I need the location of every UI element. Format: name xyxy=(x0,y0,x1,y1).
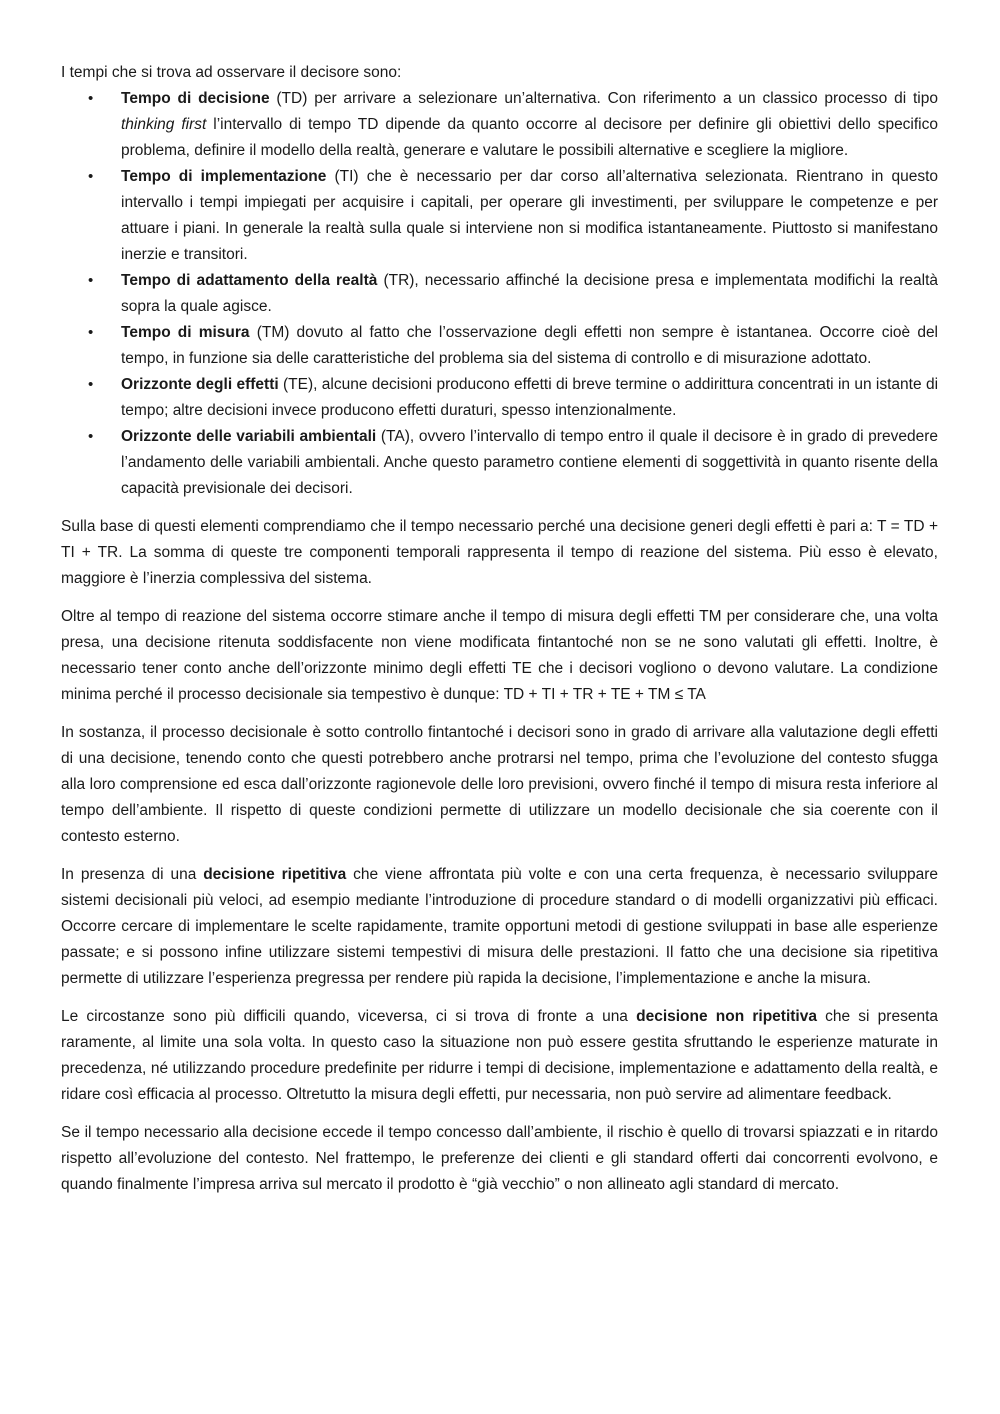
list-item xyxy=(61,164,938,268)
paragraph-text: Sulla base di questi elementi comprendiamo che il tempo necessario perché una decisione generi degli effetti è pari a: T = TD + TI + TR. La somma di queste tre componenti temporali rappresenta il tempo di reazione del sistema. Più esso è elevato, maggiore è l’inerzia complessiva del sistema. xyxy=(61,518,938,587)
list-item xyxy=(61,372,938,424)
intro-text: I tempi che si trova ad osservare il decisore sono: xyxy=(61,64,402,81)
paragraph-text: In sostanza, il processo decisionale è sotto controllo fintantoché i decisori sono in grado di arrivare alla valutazione degli effetti di una decisione, tenendo conto che questi potrebbero anche protrarsi nel tempo, prima che l’evoluzione del contesto sfugga alla loro comprensione ed esca dall’orizzonte ragionevole delle loro previsioni, ovvero finché il tempo di misura resta inferiore al tempo dell’ambiente. Il rispetto di queste condizioni permette di utilizzare un modello decisionale che sia coerente con il contesto esterno. xyxy=(61,724,938,845)
time-list xyxy=(61,86,938,502)
paragraph xyxy=(61,1004,938,1108)
list-item xyxy=(61,320,938,372)
list-item xyxy=(61,424,938,502)
paragraph-text: Se il tempo necessario alla decisione eccede il tempo concesso dall’ambiente, il rischio è quello di trovarsi spiazzati e in ritardo rispetto all’evoluzione del contesto. Nel frattempo, le preferenze dei clienti e gli standard offerti dai concorrenti evolvono, e quando finalmente l’impresa arriva sul mercato il prodotto è “già vecchio” o non allineato agli standard di mercato. xyxy=(61,1124,938,1193)
item-text: (TE), alcune decisioni producono effetti di breve termine o addirittura concentrati in un istante di tempo; altre decisioni invece producono effetti duraturi, spesso intenzionalmente. xyxy=(121,376,939,419)
term: Tempo di misura xyxy=(121,324,250,341)
document-page xyxy=(61,60,938,1210)
bullet-icon: • xyxy=(88,376,94,393)
paragraph-text: Le circostanze sono più difficili quando, viceversa, ci si trova di fronte a una xyxy=(61,1008,637,1025)
paragraph xyxy=(61,514,938,592)
italic-term: thinking first xyxy=(121,116,207,133)
paragraph-text: Oltre al tempo di reazione del sistema occorre stimare anche il tempo di misura degli effetti TM per considerare che, una volta presa, una decisione ritenuta soddisfacente non viene modificata fintantoché non se ne sono valutati gli effetti. Inoltre, è necessario tener conto anche dell’orizzonte minimo degli effetti TE che i decisori vogliono o devono valutare. La condizione minima perché il processo decisionale sia tempestivo è dunque: TD + TI + TR + TE + TM ≤ TA xyxy=(61,608,938,703)
bullet-icon: • xyxy=(88,168,94,185)
bullet-icon: • xyxy=(88,90,94,107)
paragraph-text: che viene affrontata più volte e con una certa frequenza, è necessario sviluppare sistemi decisionali più veloci, ad esempio mediante l’introduzione di procedure standard o di modelli organizzativi più efficaci. Occorre cercare di implementare le scelte rapidamente, tramite opportuni metodi di gestione sviluppati in base alle esperienze passate; e si possono infine utilizzare sistemi tempestivi di misura delle prestazioni. Il fatto che una decisione sia ripetitiva permette di utilizzare l’esperienza pregressa per rendere più rapida la decisione, l’implementazione e anche la misura. xyxy=(61,866,938,987)
paragraph-text: In presenza di una xyxy=(61,866,204,883)
term: Tempo di adattamento della realtà xyxy=(121,272,378,289)
item-text: (TM) dovuto al fatto che l’osservazione degli effetti non sempre è istantanea. Occorre cioè del tempo, in funzione sia delle caratteristiche del problema sia del sistema di controllo e di misurazione adottato. xyxy=(121,324,939,367)
paragraph xyxy=(61,1120,938,1198)
list-item xyxy=(61,86,938,164)
item-text: (TA), ovvero l’intervallo di tempo entro il quale il decisore è in grado di prevedere l’andamento delle variabili ambientali. Anche questo parametro contiene elementi di soggettività in quanto risente della capacità previsionale dei decisori. xyxy=(121,428,938,497)
list-item xyxy=(61,268,938,320)
item-text: (TI) che è necessario per dar corso all’alternativa selezionata. Rientrano in questo intervallo i tempi impiegati per acquisire i capitali, per operare gli investimenti, per sviluppare le competenze e per attuare i piani. In generale la realtà sulla quale si interviene non si modifica istantaneamente. Piuttosto si manifestano inerzie e transitori. xyxy=(121,168,938,263)
bullet-icon: • xyxy=(88,324,94,341)
bullet-icon: • xyxy=(88,272,94,289)
term: Orizzonte degli effetti xyxy=(121,376,279,393)
item-text: (TR), necessario affinché la decisione presa e implementata modifichi la realtà sopra la quale agisce. xyxy=(121,272,938,315)
bullet-icon: • xyxy=(88,428,94,445)
paragraph-text: che si presenta raramente, al limite una sola volta. In questo caso la situazione non può essere gestita sfruttando le esperienze maturate in precedenza, né utilizzando procedure predefinite per ridurre i tempi di decisione, implementazione e adattamento della realtà, e ridare così efficacia al processo. Oltretutto la misura degli effetti, pur necessaria, non può servire ad alimentare feedback. xyxy=(61,1008,938,1103)
term: Tempo di implementazione xyxy=(121,168,327,185)
paragraph xyxy=(61,604,938,708)
term: Orizzonte delle variabili ambientali xyxy=(121,428,377,445)
item-text: l’intervallo di tempo TD dipende da quanto occorre al decisore per definire gli obiettivi dello specifico problema, definire il modello della realtà, generare e valutare le possibili alternative e scegliere la migliore. xyxy=(121,116,939,159)
term: Tempo di decisione xyxy=(121,90,270,107)
bold-term: decisione non ripetitiva xyxy=(636,1008,817,1025)
paragraph xyxy=(61,720,938,850)
bold-term: decisione ripetitiva xyxy=(203,866,347,883)
item-text: (TD) per arrivare a selezionare un’alternativa. Con riferimento a un classico processo di tipo xyxy=(269,90,938,107)
paragraph xyxy=(61,862,938,992)
